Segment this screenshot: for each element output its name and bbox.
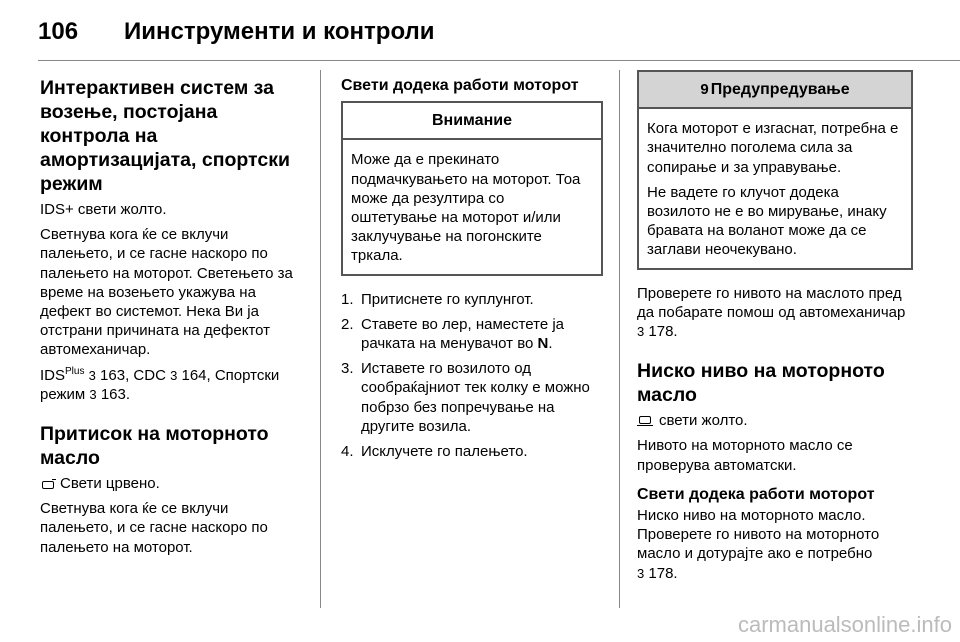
header-divider [38, 60, 960, 61]
warning-icon: 9 [700, 81, 709, 98]
caution-box [341, 101, 603, 275]
oil-pressure-icon [40, 479, 56, 489]
page-title: Иинструменти и контроли [124, 18, 435, 45]
warning-box [637, 70, 913, 270]
section-heading-oil-pressure: Притисок на моторното масло [40, 423, 269, 470]
ids-status-text: IDS+ свети жолто. [40, 201, 167, 218]
steps-list [341, 290, 603, 462]
page-ref-icon: 3 [89, 386, 97, 402]
column-2 [341, 76, 603, 467]
page-ref-icon: 3 [170, 367, 178, 383]
page-ref-icon: 3 [88, 367, 96, 383]
list-item: 4. Исклучете го палењето. [341, 443, 528, 461]
oil-pressure-status: Свети црвено. [40, 474, 298, 493]
list-item: 3. Иставете го возилото од сообраќајниот тек колку е можно побрзо без попречување на другите возила. [341, 360, 590, 435]
watermark: carmanualsonline.info [737, 612, 952, 637]
check-oil-text: Проверете го нивото на маслото пред да побарате помош од автомеханичар 3 178. [637, 284, 906, 341]
warning-text-2: Не вадете го клучот додека возилото не е во мирување, инаку бравата на воланот може да се заглави неочекувано. [647, 183, 887, 259]
section-heading-low-oil: Ниско ниво на моторното масло [637, 360, 885, 407]
page-number: 106 [38, 18, 79, 45]
section-heading-ids: Интерактивен систем за возење, постојана контрола на амортизацијата, спортски режим [40, 77, 290, 195]
low-oil-description: Нивото на моторното масло се проверува автоматски. [637, 437, 853, 474]
ids-description: Светнува кога ќе се вклучи палењето, и се гасне наскоро по палењето на моторот. Светењето за време на возењето укажува на дефект во системот. Нека Ви ја отстрани причината на дефектот автомеханичар. [40, 226, 293, 359]
subheading-running: Свети додека работи моторот [637, 485, 875, 503]
list-item: 1. Притиснете го куплунгот. [341, 290, 534, 308]
oil-pressure-description: Светнува кога ќе се вклучи палењето, и се гасне наскоро по палењето на моторот. [40, 500, 268, 556]
page-ref-icon: 3 [637, 324, 645, 340]
page-header [38, 18, 435, 46]
column-1 [40, 76, 298, 563]
section-heading-running: Свети додека работи моторот [341, 77, 579, 94]
list-item: 2. Ставете во лер, наместете ја рачката на менувачот во N. [341, 315, 565, 353]
column-divider-1 [320, 70, 321, 608]
page-ref-icon: 3 [637, 565, 645, 581]
low-oil-running-text: Ниско ниво на моторното масло. Проверете го нивото на моторното масло и дотурајте ако е потребно 3 178. [637, 507, 880, 582]
warning-title: 9 Предупредување [639, 72, 911, 109]
ids-references: $IDS^{Plus}$ 3 163, CDC 3 164, Спортски режим 3 163. [40, 365, 280, 403]
oil-level-icon [637, 415, 655, 427]
caution-title: Внимание [343, 103, 601, 140]
warning-text-1: Кога моторот е изгаснат, потребна е значително поголема сила за сопирање и за управување. [647, 120, 899, 176]
caution-body: Може да е прекинато подмачкувањето на моторот. Тоа може да резултира со оштетување на моторот и/или заклучување на погонските тркала. [351, 151, 581, 265]
column-3 [637, 76, 913, 589]
low-oil-status: свети жолто. [637, 411, 913, 430]
column-divider-2 [619, 70, 620, 608]
